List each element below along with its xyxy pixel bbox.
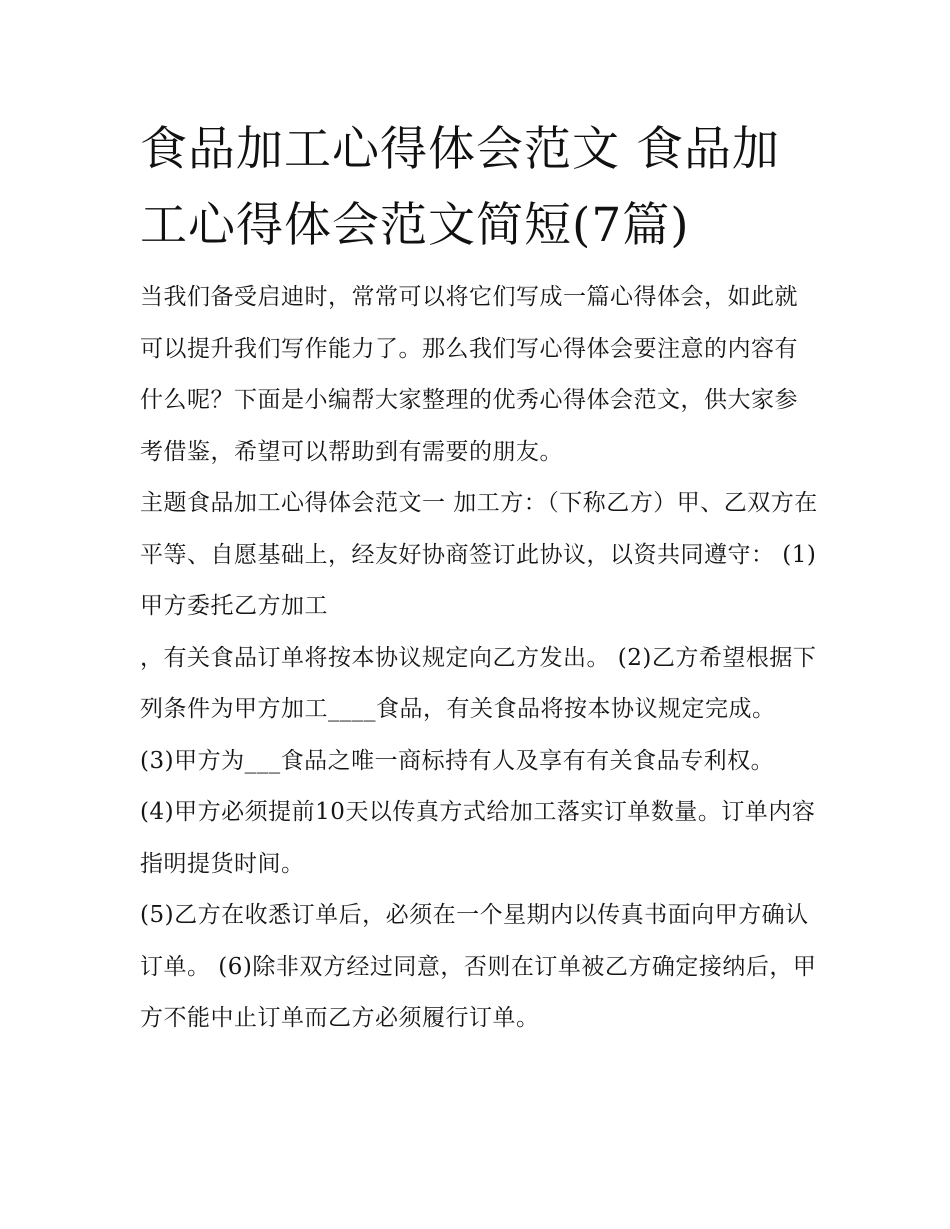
contract-paragraph-3: (3)甲方为___食品之唯一商标持有人及享有有关食品专利权。 [140,747,775,774]
intro-paragraph: 当我们备受启迪时，常常可以将它们写成一篇心得体会，如此就可以提升我们写作能力了。那么我们写心得体会要注意的内容有什么呢？下面是小编帮大家整理的优秀心得体会范文，供大家参考借鉴，希望可以帮助到有需要的朋友。 [140,284,798,465]
document-title: 食品加工心得体会范文 食品加工心得体会范文简短(7篇) [140,122,780,253]
contract-paragraph-5: (5)乙方在收悉订单后，必须在一个星期内以传真书面向甲方确认订单。 (6)除非双方经过同意，否则在订单被乙方确定接纳后，甲方不能中止订单而乙方必须履行订单。 [140,902,817,1031]
contract-paragraph-2: ，有关食品订单将按本协议规定向乙方发出。 (2)乙方希望根据下列条件为甲方加工____食品，有关食品将按本协议规定完成。 [140,644,817,722]
contract-paragraph-1: 主题食品加工心得体会范文一 加工方：（下称乙方）甲、乙双方在平等、自愿基础上，经友好协商签订此协议，以资共同遵守： (1)甲方委托乙方加工 [140,490,818,619]
document-body [140,272,820,1045]
contract-paragraph-4: (4)甲方必须提前10天以传真方式给加工落实订单数量。订单内容指明提货时间。 [140,799,816,877]
